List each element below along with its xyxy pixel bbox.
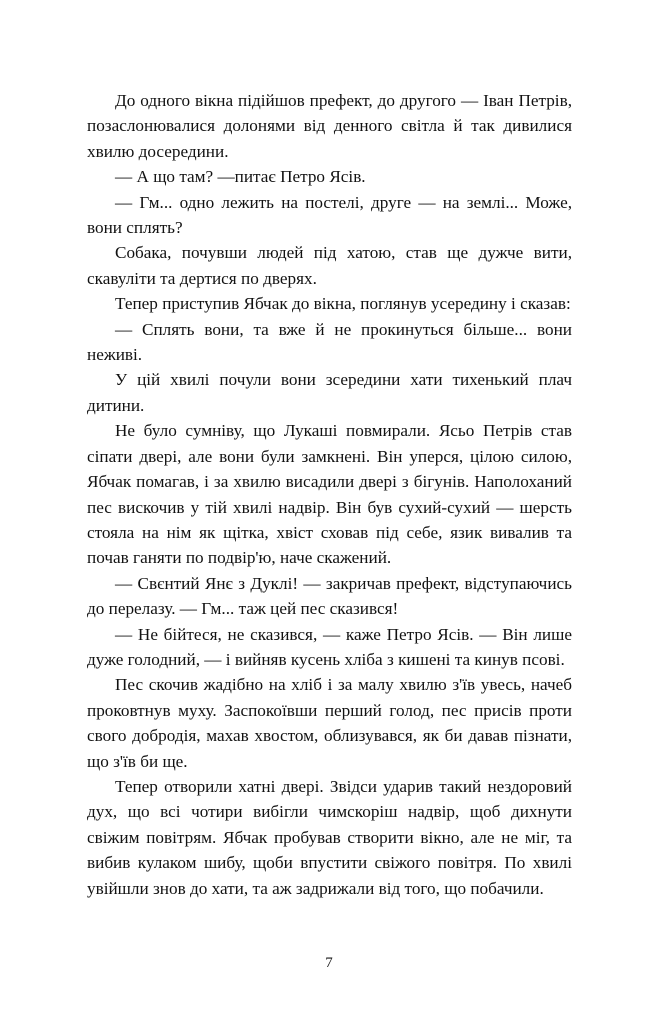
paragraph: — Гм... одно лежить на постелі, друге — на землі... Може, вони сплять? bbox=[87, 192, 572, 238]
paragraph: — Свєнтий Янє з Дуклі! — закричав префект, відступаючись до перелазу. — Гм... таж цей пес сказився! bbox=[87, 573, 572, 619]
paragraph: — А що там? —питає Петро Ясів. bbox=[115, 167, 366, 187]
page-number: 7 bbox=[325, 955, 333, 971]
paragraph: Собака, почувши людей під хатою, став ще дужче вити, скавуліти та дертися по дверях. bbox=[87, 243, 572, 288]
paragraph: Пес скочив жадібно на хліб і за малу хвилю з'їв увесь, начеб проковтнув муху. Заспокоївши перший голод, пес присів проти свого добродія, махав хвостом, облизувався, як би давав пізнати, що з'їв би ще. bbox=[87, 675, 572, 771]
paragraph: У цій хвилі почули вони зсередини хати тихенький плач дитини. bbox=[87, 370, 572, 415]
paragraph: — Сплять вони, та вже й не прокинуться більше... вони неживі. bbox=[87, 319, 572, 365]
paragraph: Тепер приступив Ябчак до вікна, поглянув усередину і сказав: bbox=[115, 294, 571, 314]
paragraph: — Не бійтеся, не сказився, — каже Петро Ясів. — Він лише дуже голодний, — і вийняв кусень хліба з кишені та кинув псові. bbox=[87, 624, 572, 669]
paragraph: Тепер отворили хатні двері. Звідси ударив такий нездоровий дух, що всі чотири вибігли чимскоріш надвір, щоб дихнути свіжим повітрям. Ябчак пробував створити вікно, але не міг, та вибив кулаком шибу, щоби впустити свіжого повітря. По хвилі увійшли знов до хати, та аж задрижали від того, що побачили. bbox=[87, 776, 572, 898]
body-text bbox=[87, 88, 572, 901]
paragraph: До одного вікна підійшов префект, до другого — Іван Петрів, позаслонювалися долонями від денного світла й так дивилися хвилю досередини. bbox=[87, 91, 572, 161]
paragraph: Не було сумніву, що Лукаші повмирали. Ясьо Петрів став сіпати двері, але вони були замкнені. Він уперся, цілою силою, Ябчак помагав, і за хвилю висадили двері з бігунів. Наполоханий пес вискочив у тій хвилі надвір. Він був сухий-сухий — шерсть стояла на нім як щітка, хвіст сховав під себе, язик вивалив та почав ганяти по подвір'ю, наче скажений. bbox=[87, 421, 572, 568]
